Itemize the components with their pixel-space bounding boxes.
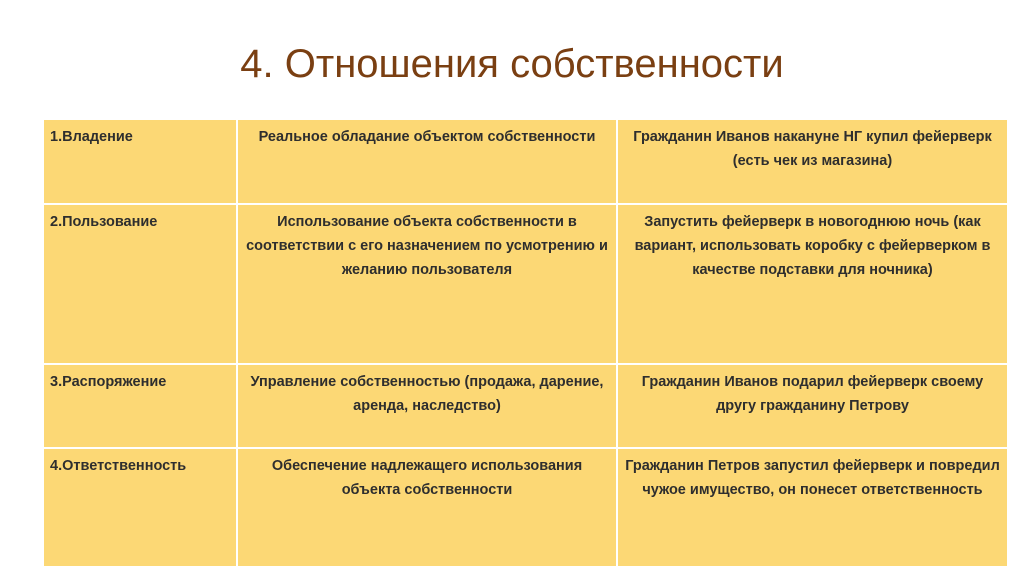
example-cell: Гражданин Петров запустил фейерверк и повредил чужое имущество, он понесет ответственность: [617, 448, 1008, 567]
table-row: [43, 364, 1008, 448]
definition-cell: Использование объекта собственности в соответствии с его назначением по усмотрению и желанию пользователя: [237, 204, 617, 364]
table-row: [43, 204, 1008, 364]
term-cell: 1.Владение: [43, 119, 237, 204]
property-relations-table-container: [42, 118, 1007, 566]
example-cell: Гражданин Иванов подарил фейерверк своему другу гражданину Петрову: [617, 364, 1008, 448]
example-cell: Гражданин Иванов накануне НГ купил фейерверк (есть чек из магазина): [617, 119, 1008, 204]
property-relations-table: [42, 118, 1009, 568]
table-row: [43, 448, 1008, 567]
term-cell: 2.Пользование: [43, 204, 237, 364]
slide-title: 4. Отношения собственности: [240, 42, 784, 86]
definition-cell: Реальное обладание объектом собственности: [237, 119, 617, 204]
example-cell: Запустить фейерверк в новогоднюю ночь (как вариант, использовать коробку с фейерверком в качестве подставки для ночника): [617, 204, 1008, 364]
definition-cell: Обеспечение надлежащего использования объекта собственности: [237, 448, 617, 567]
definition-cell: Управление собственностью (продажа, дарение, аренда, наследство): [237, 364, 617, 448]
term-cell: 3.Распоряжение: [43, 364, 237, 448]
table-row: [43, 119, 1008, 204]
term-cell: 4.Ответственность: [43, 448, 237, 567]
